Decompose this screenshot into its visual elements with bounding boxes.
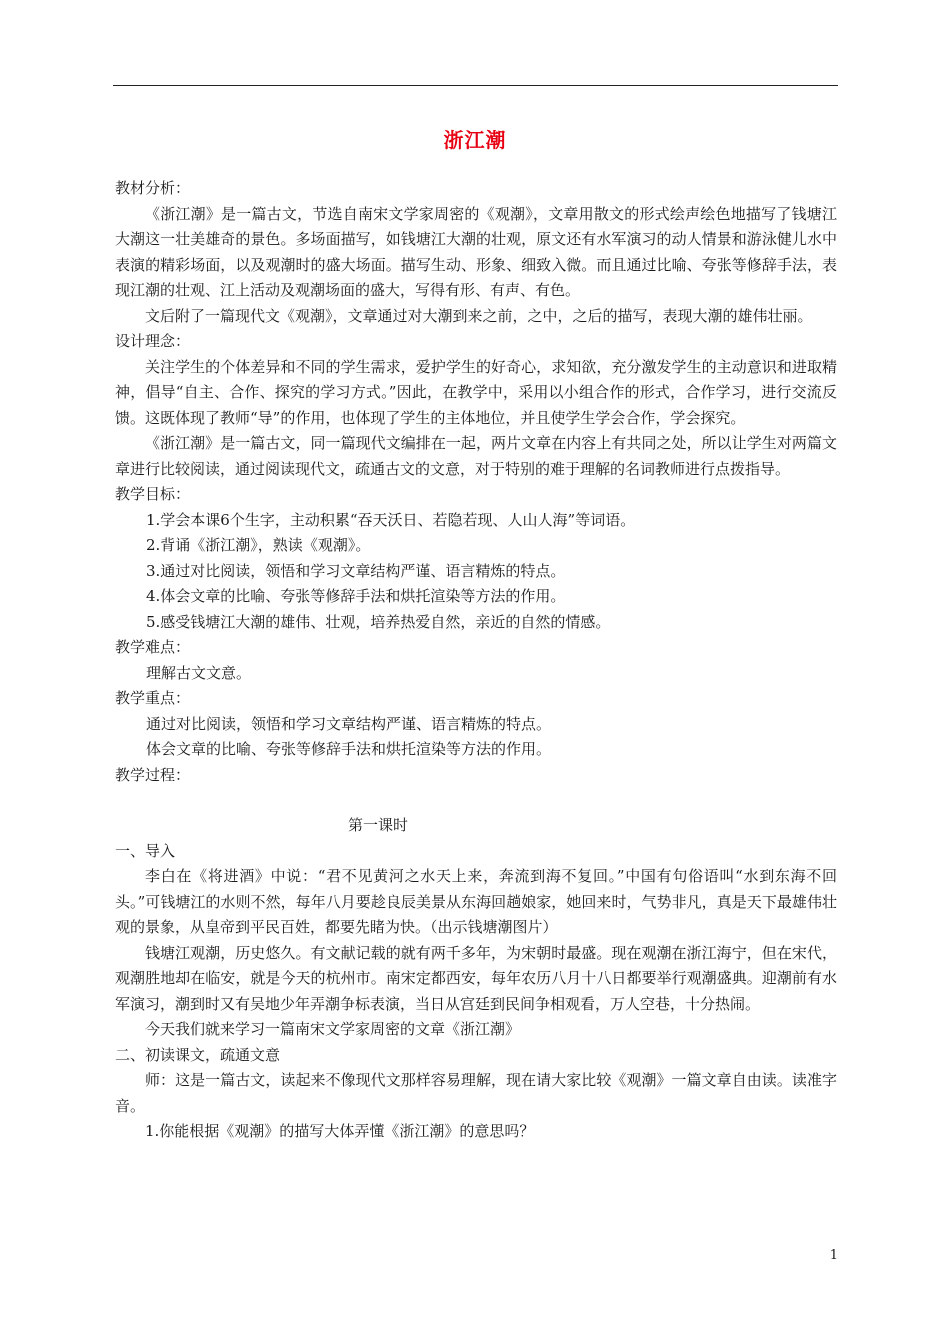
section-heading-difficulty: 教学难点：	[115, 638, 191, 656]
list-item: 理解古文文意。	[146, 663, 252, 682]
question-item: 1.你能根据《观潮》的描写大体弄懂《浙江潮》的意思吗？	[145, 1122, 535, 1140]
header-rule	[113, 85, 838, 86]
document-title: 浙江潮	[443, 128, 507, 152]
list-item: 5.感受钱塘江大潮的雄伟、壮观，培养热爱自然，亲近的自然的情感。	[146, 612, 611, 631]
paragraph: 《浙江潮》是一篇古文，节选自南宋文学家周密的《观潮》，文章用散文的形式绘声绘色地描写了钱塘江大潮这一壮美雄奇的景色。多场面描写，如钱塘江大潮的壮观，原文还有水军演习的动人情景和游泳健儿水中表演的精彩场面，以及观潮时的盛大场面。描写生动、形象、细致入微。而且通过比喻、夸张等修辞手法，表现江潮的壮观、江上活动及观潮场面的盛大，写得有形、有声、有色。	[115, 204, 837, 299]
document-body	[115, 176, 837, 1145]
goals-list	[115, 508, 837, 636]
list-item: 4.体会文章的比喻、夸张等修辞手法和烘托渲染等方法的作用。	[146, 587, 566, 605]
section-heading-concept: 设计理念：	[115, 332, 191, 350]
paragraph: 关注学生的个体差异和不同的学生需求，爱护学生的好奇心，求知欲，充分激发学生的主动意识和进取精神，倡导“自主、合作、探究的学习方式。”因此，在教学中，采用以小组合作的形式，合作学习，进行交流反馈。这既体现了教师“导”的作用，也体现了学生的主体地位，并且使学生学会合作，学会探究。	[115, 357, 837, 427]
list-item: 3.通过对比阅读，领悟和学习文章结构严谨、语言精炼的特点。	[146, 561, 566, 580]
section-heading-analysis: 教材分析：	[115, 179, 191, 197]
paragraph: 师：这是一篇古文，读起来不像现代文那样容易理解，现在请大家比较《观潮》一篇文章自由读。读准字音。	[115, 1071, 837, 1115]
page-number: 1	[829, 1248, 838, 1263]
list-item: 通过对比阅读，领悟和学习文章结构严谨、语言精炼的特点。	[146, 714, 552, 733]
part-heading-first-reading: 二、初读课文，疏通文意	[115, 1045, 281, 1064]
list-item: 2.背诵《浙江潮》，熟读《观潮》。	[146, 536, 371, 554]
lesson-title: 第一课时	[348, 816, 409, 834]
section-heading-focus: 教学重点：	[115, 689, 191, 707]
paragraph: 《浙江潮》是一篇古文，同一篇现代文编排在一起，两片文章在内容上有共同之处，所以让学生对两篇文章进行比较阅读，通过阅读现代文，疏通古文的文意，对于特别的难于理解的名词教师进行点拨指导。	[115, 434, 837, 478]
paragraph: 李白在《将进酒》中说：“君不见黄河之水天上来，奔流到海不复回。”中国有句俗语叫“水到东海不回头。”可钱塘江的水则不然，每年八月要趁良辰美景从东海回趟娘家，她回来时，气势非凡，真是天下最雄伟壮观的景象，从皇帝到平民百姓，都要先睹为快。（出示钱塘潮图片）	[115, 867, 837, 936]
paragraph: 文后附了一篇现代文《观潮》，文章通过对大潮到来之前，之中，之后的描写，表现大潮的雄伟壮丽。	[145, 306, 813, 325]
difficulty-list	[115, 661, 837, 687]
list-item: 1.学会本课6个生字，主动积累“吞天沃日、若隐若现、人山人海”等词语。	[146, 510, 636, 529]
section-heading-goals: 教学目标：	[115, 485, 191, 503]
paragraph: 今天我们就来学习一篇南宋文学家周密的文章《浙江潮》	[145, 1020, 521, 1038]
section-heading-process: 教学过程：	[115, 765, 191, 784]
focus-list	[115, 712, 837, 763]
paragraph: 钱塘江观潮，历史悠久。有文献记载的就有两千多年，为宋朝时最盛。现在观潮在浙江海宁，但在宋代，观潮胜地却在临安，就是今天的杭州市。南宋定都西安，每年农历八月十八日都要举行观潮盛典。迎潮前有水军演习，潮到时又有吴地少年弄潮争标表演，当日从宫廷到民间争相观看，万人空巷，十分热闹。	[115, 943, 837, 1013]
part-heading-intro: 一、导入	[115, 841, 176, 860]
list-item: 体会文章的比喻、夸张等修辞手法和烘托渲染等方法的作用。	[146, 740, 552, 758]
